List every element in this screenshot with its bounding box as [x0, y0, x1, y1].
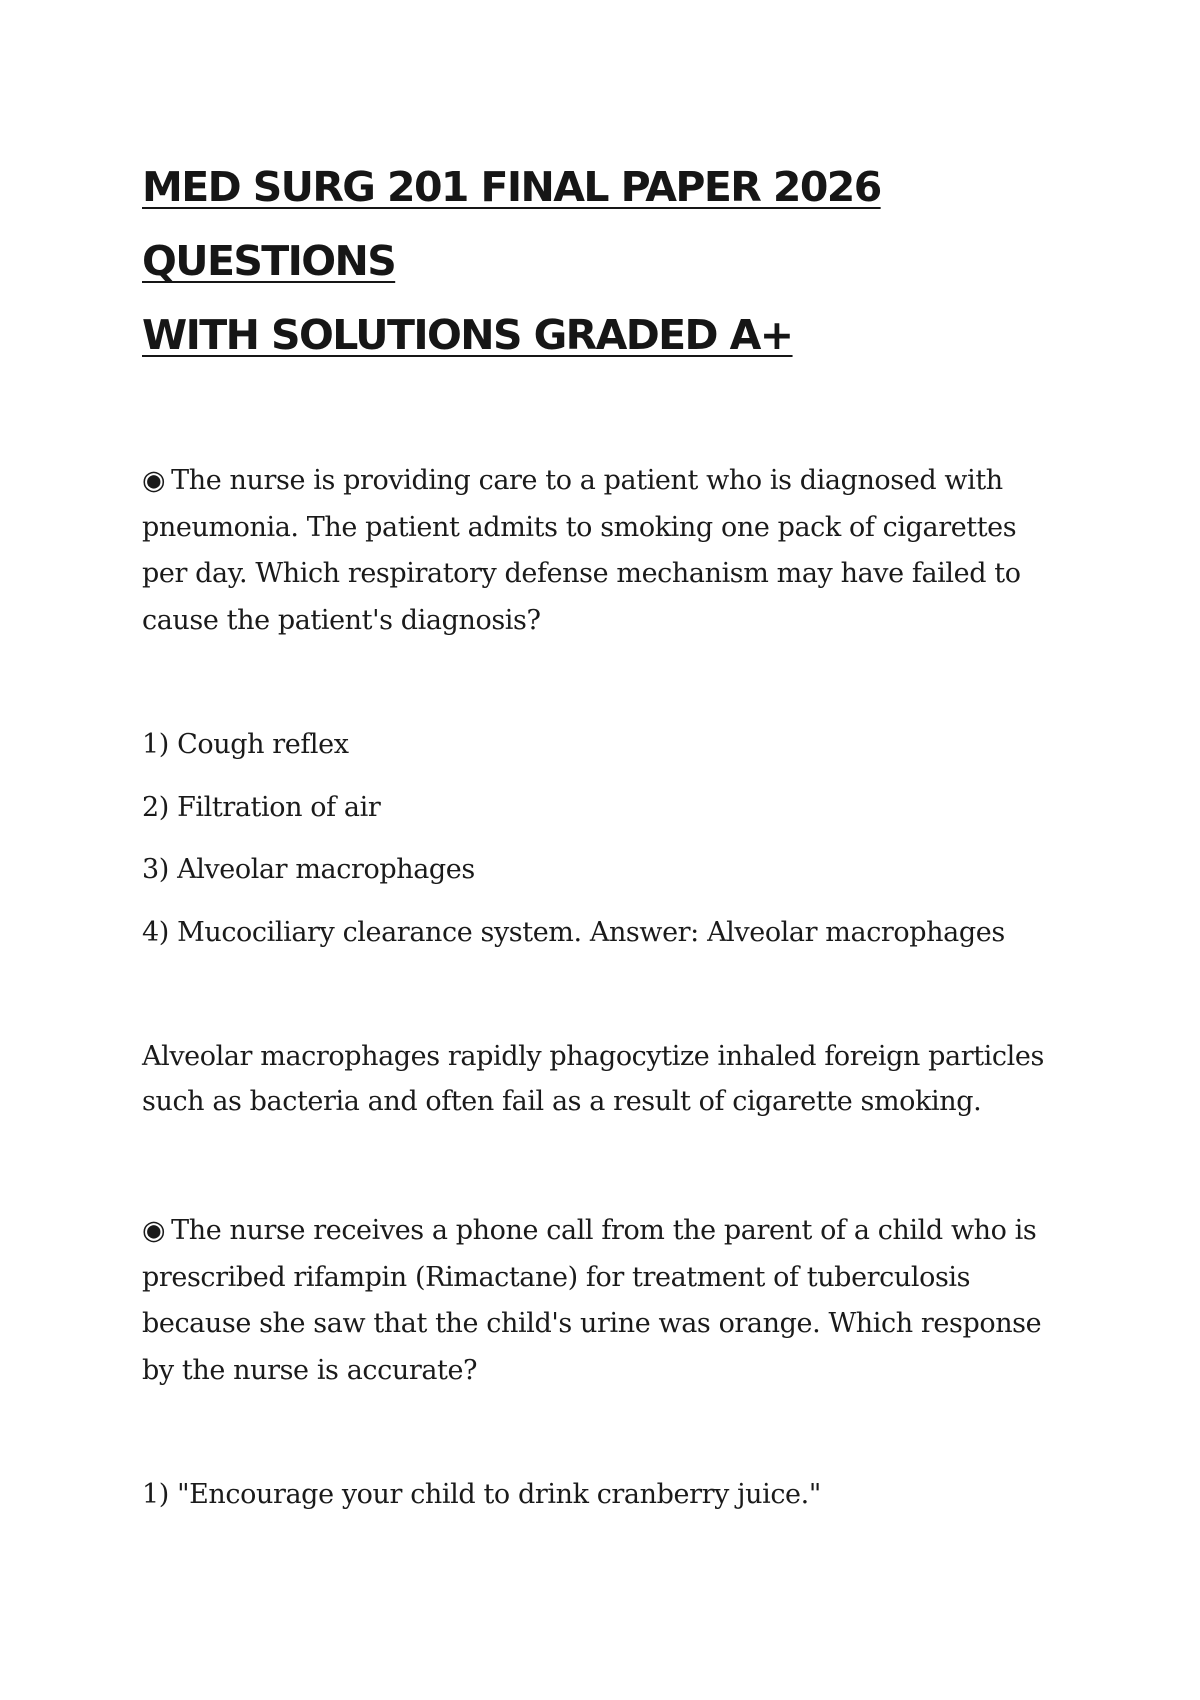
question-1-options — [142, 714, 1050, 964]
option-item: 2) Filtration of air — [142, 791, 381, 823]
question-2-text: The nurse receives a phone call from the parent of a child who is prescribed rifampin (Rimactane) for treatment of tuberculosis because she saw that the child's urine was orange. Which response by the nurse is accurate? — [142, 1215, 1042, 1386]
option-item: 4) Mucociliary clearance system. Answer: Alveolar macrophages — [142, 916, 1005, 948]
title-line-2: WITH SOLUTIONS GRADED A+ — [142, 311, 793, 359]
question-2-stem — [142, 1208, 1050, 1394]
question-1-explanation: Alveolar macrophages rapidly phagocytize inhaled foreign particles such as bacteria and often fail as a result of cigarette smoking. — [142, 1041, 1044, 1117]
question-2-options — [142, 1464, 1050, 1527]
radio-bullet-icon: ◉ — [142, 465, 166, 496]
option-item: 1) "Encourage your child to drink cranberry juice." — [142, 1479, 821, 1510]
option-item: 3) Alveolar macrophages — [142, 854, 475, 885]
title-line-1: MED SURG 201 FINAL PAPER 2026 QUESTIONS — [142, 163, 881, 285]
radio-bullet-icon: ◉ — [142, 1215, 166, 1246]
option-item: 1) Cough reflex — [142, 729, 349, 760]
question-1-stem — [142, 458, 1050, 644]
document-title — [142, 150, 1050, 372]
question-1-text: The nurse is providing care to a patient who is diagnosed with pneumonia. The patient admits to smoking one pack of cigarettes per day. Which respiratory defense mechanism may have failed to cause the patient's diagnosis? — [142, 465, 1021, 636]
